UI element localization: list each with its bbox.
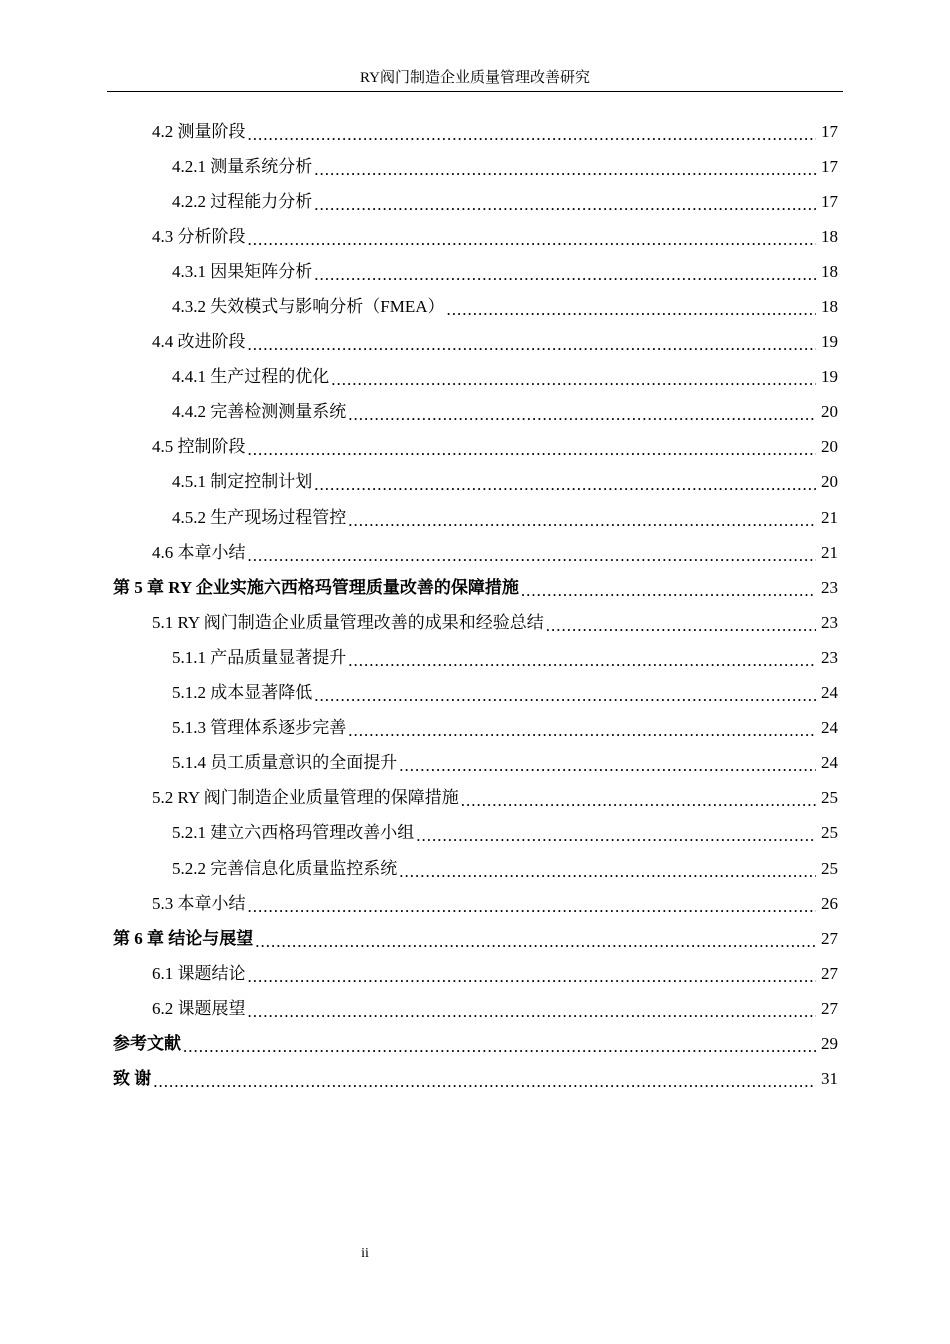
toc-entry-page: 27 xyxy=(821,963,838,983)
dot-leader xyxy=(183,1036,816,1058)
toc-entry-title: 6.2 课题展望 xyxy=(152,998,246,1018)
toc-entry[interactable] xyxy=(113,465,838,500)
dot-leader xyxy=(399,755,816,777)
toc-entry[interactable] xyxy=(113,886,838,921)
toc-entry-title: 6.1 课题结论 xyxy=(152,963,246,983)
toc-entry[interactable] xyxy=(113,746,838,781)
toc-entry[interactable] xyxy=(113,816,838,851)
dot-leader xyxy=(248,124,817,146)
toc-entry-page: 29 xyxy=(821,1033,838,1053)
toc-entry[interactable] xyxy=(113,956,838,991)
dot-leader xyxy=(314,474,816,496)
toc-entry-title: 4.4 改进阶段 xyxy=(152,332,246,352)
toc-entry[interactable] xyxy=(113,676,838,711)
dot-leader xyxy=(248,1001,817,1023)
toc-entry-page: 21 xyxy=(821,507,838,527)
toc-entry-page: 26 xyxy=(821,893,838,913)
dot-leader xyxy=(314,264,816,286)
toc-entry-title: 第 5 章 RY 企业实施六西格玛管理质量改善的保障措施 xyxy=(113,577,519,597)
toc-entry-page: 17 xyxy=(821,121,838,141)
toc-entry-page: 25 xyxy=(821,858,838,878)
dot-leader xyxy=(331,369,816,391)
toc-entry-page: 23 xyxy=(821,612,838,632)
dot-leader xyxy=(461,790,816,812)
toc-entry-page: 18 xyxy=(821,261,838,281)
toc-entry-page: 17 xyxy=(821,156,838,176)
toc-entry[interactable] xyxy=(113,640,838,675)
toc-entry[interactable] xyxy=(113,289,838,324)
toc-entry-title: 4.5.2 生产现场过程管控 xyxy=(172,507,347,527)
toc-entry-page: 21 xyxy=(821,542,838,562)
toc-entry[interactable] xyxy=(113,921,838,956)
dot-leader xyxy=(153,1071,816,1093)
toc-entry-page: 20 xyxy=(821,437,838,457)
dot-leader xyxy=(248,545,817,567)
toc-entry-title: 5.1 RY 阀门制造企业质量管理改善的成果和经验总结 xyxy=(152,612,544,632)
toc-entry[interactable] xyxy=(113,535,838,570)
dot-leader xyxy=(416,825,816,847)
toc-entry-title: 5.3 本章小结 xyxy=(152,893,246,913)
toc-entry-title: 4.2.2 过程能力分析 xyxy=(172,191,313,211)
toc-entry-title: 4.3 分析阶段 xyxy=(152,226,246,246)
toc-entry-page: 18 xyxy=(821,297,838,317)
toc-entry[interactable] xyxy=(113,1062,838,1097)
toc-entry[interactable] xyxy=(113,570,838,605)
toc-entry[interactable] xyxy=(113,1026,838,1061)
toc-entry[interactable] xyxy=(113,219,838,254)
toc-entry-title: 4.6 本章小结 xyxy=(152,542,246,562)
toc-entry-page: 18 xyxy=(821,226,838,246)
dot-leader xyxy=(348,404,816,426)
toc-entry-title: 4.2.1 测量系统分析 xyxy=(172,156,313,176)
toc-entry[interactable] xyxy=(113,325,838,360)
toc-entry-page: 24 xyxy=(821,718,838,738)
dot-leader xyxy=(521,580,816,602)
toc-entry-title: 第 6 章 结论与展望 xyxy=(113,928,254,948)
dot-leader xyxy=(348,720,816,742)
toc-entry-title: 5.2 RY 阀门制造企业质量管理的保障措施 xyxy=(152,788,459,808)
dot-leader xyxy=(248,439,817,461)
toc-entry-page: 31 xyxy=(821,1069,838,1089)
table-of-contents xyxy=(113,114,838,1097)
toc-entry-page: 17 xyxy=(821,191,838,211)
toc-entry[interactable] xyxy=(113,149,838,184)
dot-leader xyxy=(314,194,816,216)
header-rule xyxy=(107,91,843,92)
toc-entry-title: 4.3.1 因果矩阵分析 xyxy=(172,261,313,281)
toc-entry-page: 25 xyxy=(821,788,838,808)
toc-entry-page: 19 xyxy=(821,367,838,387)
running-header: RY阀门制造企业质量管理改善研究 xyxy=(359,70,590,86)
toc-entry[interactable] xyxy=(113,991,838,1026)
dot-leader xyxy=(399,861,816,883)
toc-entry-title: 参考文献 xyxy=(113,1033,181,1053)
dot-leader xyxy=(248,229,817,251)
page-number: ii xyxy=(361,1246,369,1261)
toc-entry-page: 27 xyxy=(821,998,838,1018)
toc-entry-page: 23 xyxy=(821,577,838,597)
toc-entry-title: 5.1.2 成本显著降低 xyxy=(172,683,313,703)
toc-entry-page: 23 xyxy=(821,647,838,667)
toc-entry-title: 5.1.3 管理体系逐步完善 xyxy=(172,718,347,738)
dot-leader xyxy=(255,931,816,953)
toc-entry-page: 24 xyxy=(821,753,838,773)
toc-entry[interactable] xyxy=(113,395,838,430)
toc-entry-title: 5.1.1 产品质量显著提升 xyxy=(172,647,347,667)
toc-entry-title: 4.2 测量阶段 xyxy=(152,121,246,141)
toc-entry[interactable] xyxy=(113,360,838,395)
dot-leader xyxy=(446,299,816,321)
dot-leader xyxy=(248,334,817,356)
dot-leader xyxy=(314,685,816,707)
toc-entry-title: 4.3.2 失效模式与影响分析（FMEA） xyxy=(172,297,445,317)
dot-leader xyxy=(314,159,816,181)
toc-entry[interactable] xyxy=(113,500,838,535)
toc-entry-page: 27 xyxy=(821,928,838,948)
toc-entry[interactable] xyxy=(113,184,838,219)
toc-entry-page: 24 xyxy=(821,683,838,703)
toc-entry-title: 致 谢 xyxy=(113,1069,152,1089)
toc-entry[interactable] xyxy=(113,605,838,640)
toc-entry-title: 4.4.1 生产过程的优化 xyxy=(172,367,330,387)
toc-entry-page: 25 xyxy=(821,823,838,843)
toc-entry-title: 4.5 控制阶段 xyxy=(152,437,246,457)
toc-entry-title: 5.2.1 建立六西格玛管理改善小组 xyxy=(172,823,415,843)
toc-entry[interactable] xyxy=(113,254,838,289)
toc-entry[interactable] xyxy=(113,430,838,465)
dot-leader xyxy=(546,615,816,637)
toc-entry[interactable] xyxy=(113,114,838,149)
toc-entry[interactable] xyxy=(113,851,838,886)
toc-entry[interactable] xyxy=(113,711,838,746)
toc-entry-page: 19 xyxy=(821,332,838,352)
dot-leader xyxy=(248,896,817,918)
toc-entry-title: 4.5.1 制定控制计划 xyxy=(172,472,313,492)
toc-entry-title: 5.2.2 完善信息化质量监控系统 xyxy=(172,858,398,878)
toc-entry-page: 20 xyxy=(821,472,838,492)
toc-entry-title: 5.1.4 员工质量意识的全面提升 xyxy=(172,753,398,773)
dot-leader xyxy=(348,650,816,672)
dot-leader xyxy=(348,510,816,532)
toc-entry-title: 4.4.2 完善检测测量系统 xyxy=(172,402,347,422)
dot-leader xyxy=(248,966,817,988)
toc-entry-page: 20 xyxy=(821,402,838,422)
toc-entry[interactable] xyxy=(113,781,838,816)
